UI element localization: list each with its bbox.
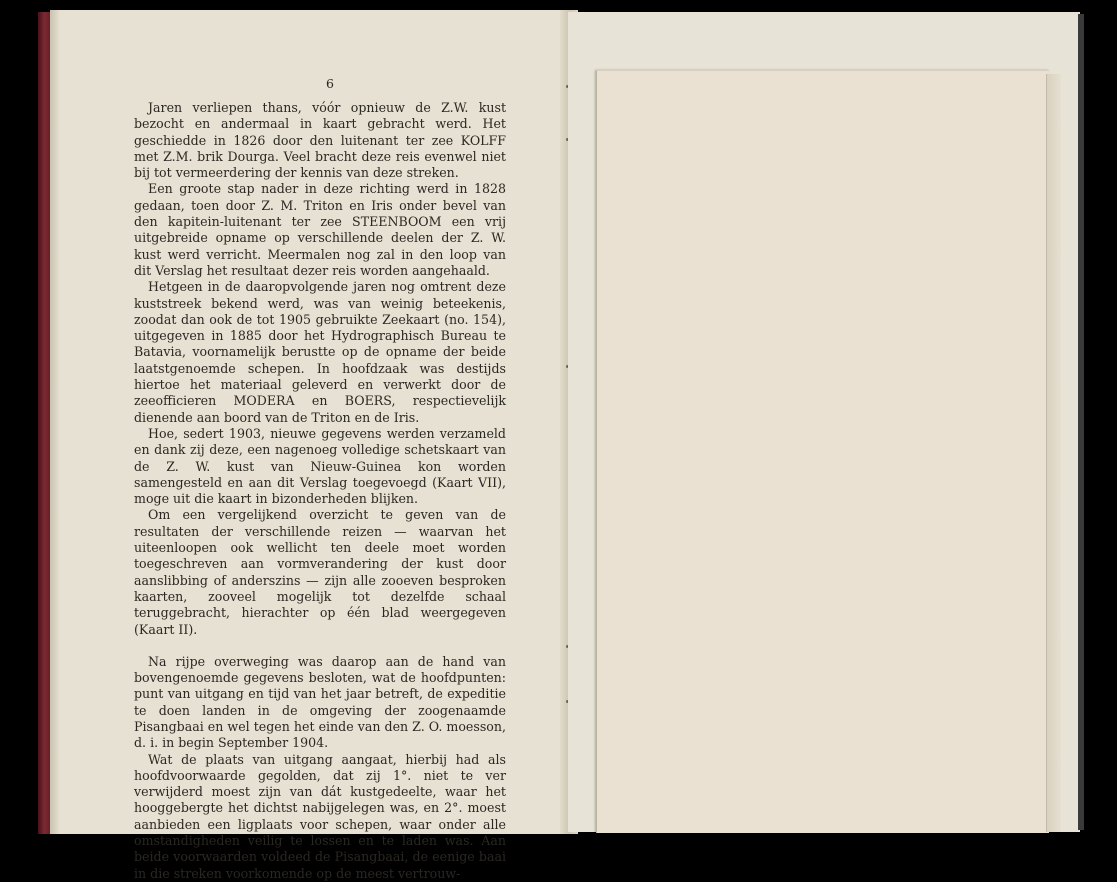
paragraph: Jaren verliepen thans, vóór opnieuw de Z.W. kust bezocht en andermaal in kaart gebracht werd. Het geschiedde in 1826 door den luitenant ter zee KOLFF met Z.M. brik Dourga. Veel bracht deze reis evenwel niet bij tot vermeerdering der kennis van deze streken. [134, 100, 506, 181]
insert-sheet-edge [1046, 74, 1061, 832]
body-text [134, 100, 506, 882]
paragraph: Na rijpe overweging was daarop aan de hand van bovengenoemde gegevens besloten, wat de hoofdpunten: punt van uitgang en tijd van het jaar betreft, de expeditie te doen landen in de omgeving der zoogenaamde Pisangbaai en wel tegen het einde van den Z. O. moesson, d. i. in begin September 1904. [134, 653, 506, 751]
left-page-edge [50, 10, 60, 834]
right-page-shadow [1078, 14, 1084, 830]
paragraph: Hoe, sedert 1903, nieuwe gegevens werden verzameld en dank zij deze, een nagenoeg volledige schetskaart van de Z. W. kust van Nieuw-Guinea kon worden samengesteld en aan dit Verslag toegevoegd (Kaart VII), moge uit die kaart in bizonderheden blijken. [134, 425, 506, 507]
paragraph: Wat de plaats van uitgang aangaat, hierbij had als hoofdvoorwaarde gegolden, dat zij 1°. niet te ver verwijderd moest zijn van dát kustgedeelte, waar het hooggebergte het dichtst nabijgelegen was, en 2°. moest aanbieden een ligplaats voor schepen, waar onder alle omstandigheden veilig te lossen en te laden was. Aan beide voorwaarden voldeed de Pisangbaai, de eenige baai in die streken voorkomende op de meest vertrouw- [134, 751, 506, 881]
paragraph: Een groote stap nader in deze richting werd in 1828 gedaan, toen door Z. M. Triton en Iris onder bevel van den kapitein-luitenant ter zee STEENBOOM een vrij uitgebreide opname op verschillende deelen der Z. W. kust werd verricht. Meermalen nog zal in den loop van dit Verslag het resultaat dezer reis worden aangehaald. [134, 181, 506, 278]
paragraph: Om een vergelijkend overzicht te geven van de resultaten der verschillende reizen — waarvan het uiteenloopen ook wellicht ten deele moet worden toegeschreven aan vormverandering der kust door aanslibbing of anderszins — zijn alle zooeven besproken kaarten, zooveel mogelijk tot dezelfde schaal teruggebracht, hierachter op één blad weergegeven (Kaart II). [134, 507, 506, 637]
page-number: 6 [326, 76, 334, 91]
blank-insert-sheet [596, 70, 1049, 833]
paragraph: Hetgeen in de daaropvolgende jaren nog omtrent deze kuststreek bekend werd, was van weinig beteekenis, zoodat dan ook de tot 1905 gebruikte Zeekaart (no. 154), uitgegeven in 1885 door het Hydrographisch Bureau te Batavia, voornamelijk berustte op de opname der beide laatstgenoemde schepen. In hoofdzaak was destijds hiertoe het materiaal geleverd en verwerkt door de zeeofficieren MODERA en BOERS, respectievelijk dienende aan boord van de Triton en de Iris. [134, 279, 506, 425]
